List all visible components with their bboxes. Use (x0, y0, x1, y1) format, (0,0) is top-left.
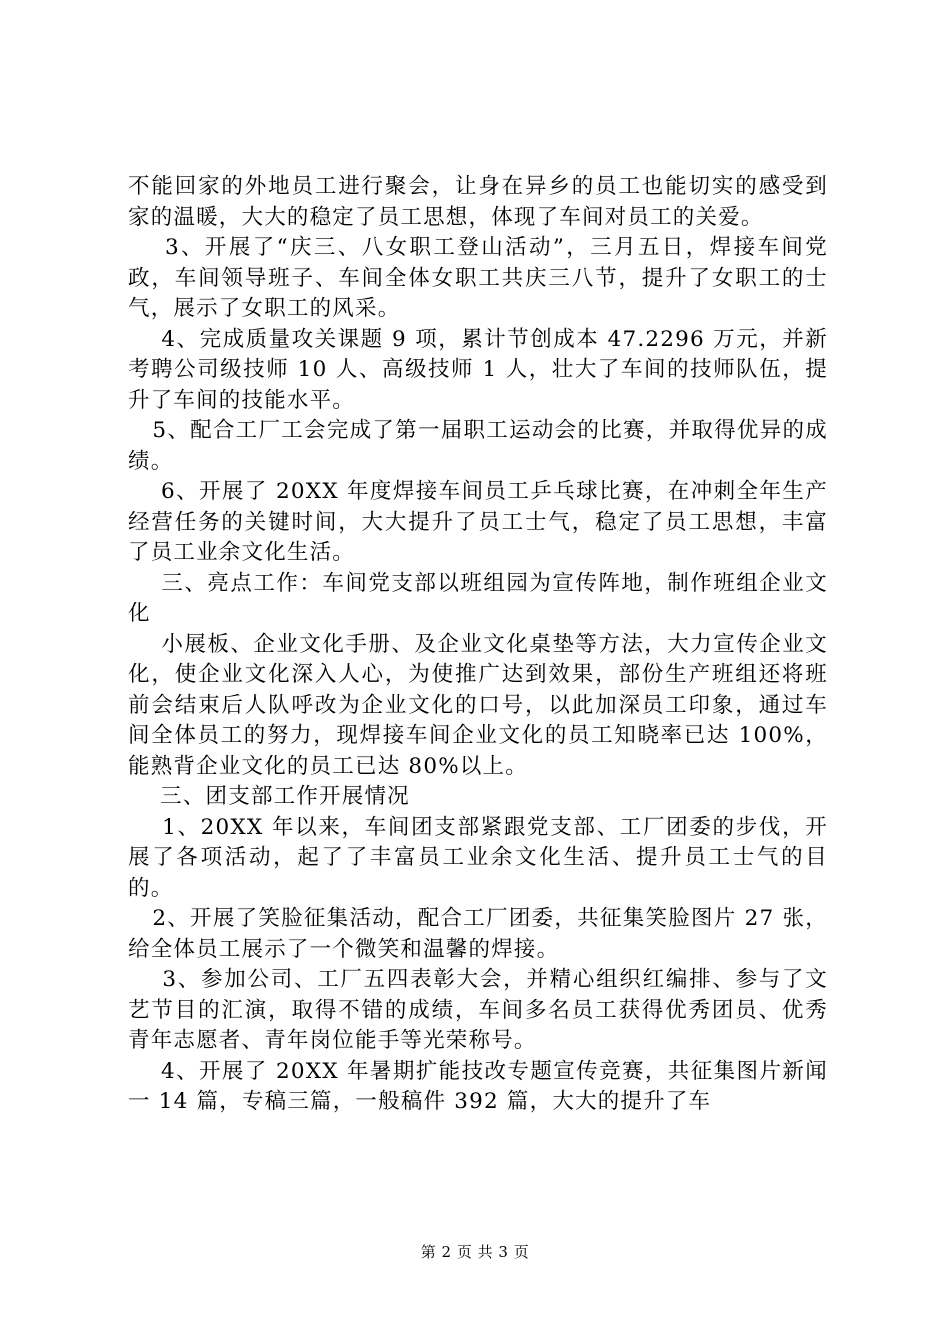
paragraph-10: 2、开展了笑脸征集活动，配合工厂团委，共征集笑脸图片 27 张，给全体员工展示了一个微笑和温馨的焊接。 (128, 906, 829, 962)
paragraph-11: 3、参加公司、工厂五四表彰大会，并精心组织红编排、参与了文艺节目的汇演，取得不错的成绩，车间多名员工获得优秀团员、优秀青年志愿者、青年岗位能手等光荣称号。 (128, 967, 828, 1053)
paragraph-4: 5、配合工厂工会完成了第一届职工运动会的比赛，并取得优异的成绩。 (128, 418, 828, 474)
paragraph-12: 4、开展了 20XX 年暑期扩能技改专题宣传竞赛，共征集图片新闻一 14 篇，专稿三篇，一般稿件 392 篇，大大的提升了车 (128, 1058, 828, 1114)
paragraph-7: 小展板、企业文化手册、及企业文化桌垫等方法，大力宣传企业文化，使企业文化深入人心，为使推广达到效果，部份生产班组还将班前会结束后人队呼改为企业文化的口号，以此加深员工印象，通过车间全体员工的努力，现焊接车间企业文化的员工知晓率已达 100%，能熟背企业文化的员工已达 80%以上。 (128, 631, 829, 779)
paragraph-1: 不能回家的外地员工进行聚会，让身在异乡的员工也能切实的感受到家的温暖，大大的稳定了员工思想，体现了车间对员工的关爱。 (128, 174, 828, 230)
paragraph-3: 4、完成质量攻关课题 9 项，累计节创成本 47.2296 万元，并新考聘公司级技师 10 人、高级技师 1 人，壮大了车间的技师队伍，提升了车间的技能水平。 (128, 326, 828, 413)
page-number-label: 第 2 页 共 3 页 (420, 1243, 530, 1261)
page-footer (0, 1243, 950, 1261)
paragraph-8: 三、团支部工作开展情况 (128, 784, 410, 809)
paragraph-9: 1、20XX 年以来，车间团支部紧跟党支部、工厂团委的步伐，开展了各项活动，起了了丰富员工业余文化生活、提升员工士气的目的。 (128, 814, 828, 901)
paragraph-5: 6、开展了 20XX 年度焊接车间员工乒乓球比赛，在冲刺全年生产经营任务的关键时间，大大提升了员工士气，稳定了员工思想，丰富了员工业余文化生活。 (128, 479, 828, 565)
document-body (128, 172, 828, 1118)
paragraph-2: 3、开展了“庆三、八女职工登山活动”，三月五日，焊接车间党政，车间领导班子、车间全体女职工共庆三八节，提升了女职工的士气，展示了女职工的风采。 (128, 235, 828, 321)
paragraph-6: 三、亮点工作：车间党支部以班组园为宣传阵地，制作班组企业文化 (128, 570, 829, 626)
